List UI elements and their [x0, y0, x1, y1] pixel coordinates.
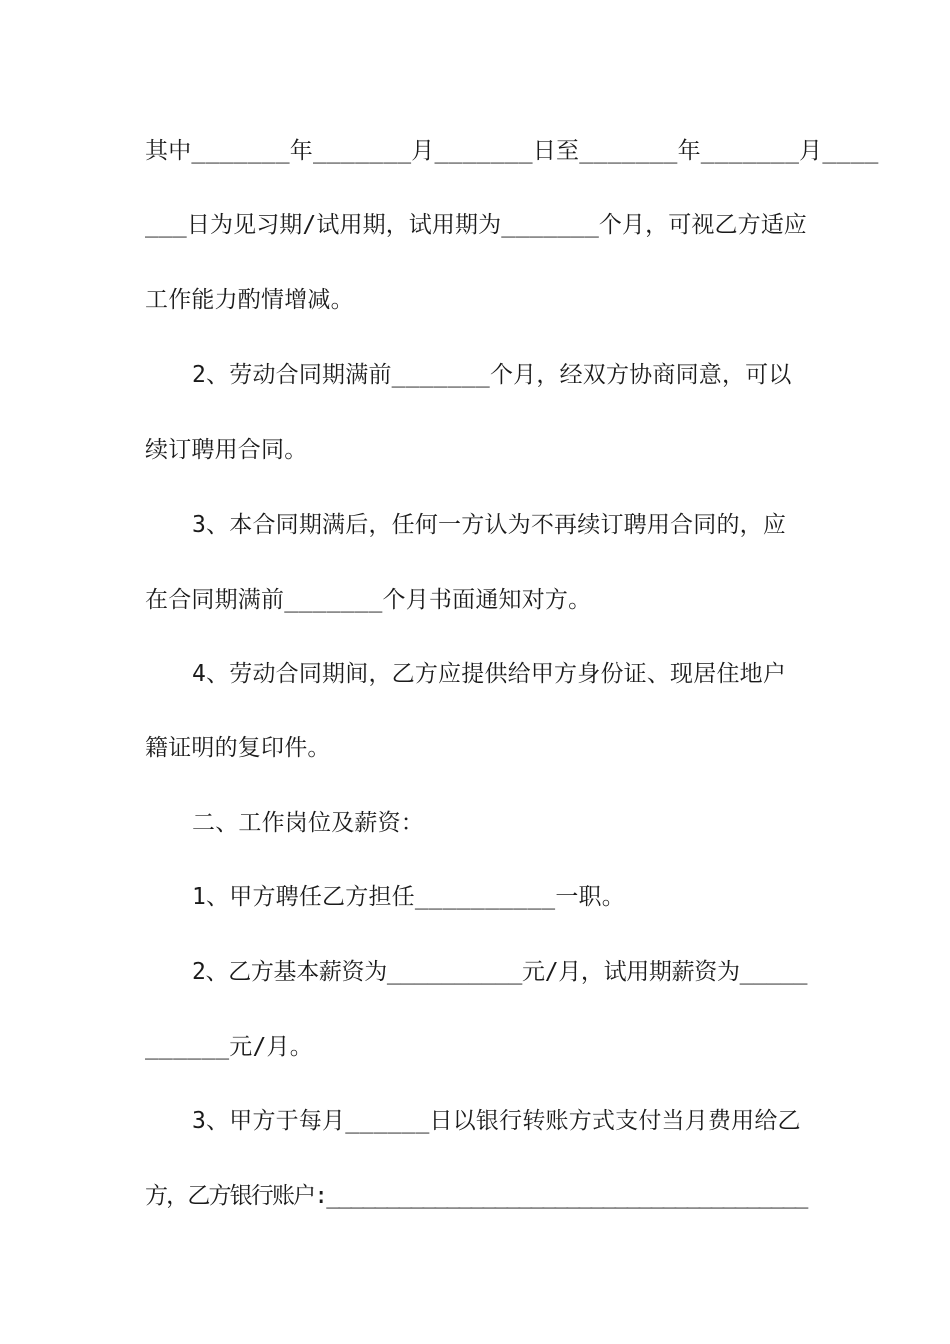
- text-fragment: 其中: [145, 138, 192, 164]
- text-fragment: 日至: [532, 138, 580, 164]
- text-line-7: 在合同期满前_______个月书面通知对方。: [145, 587, 592, 613]
- text-line-8: 4、劳动合同期间，乙方应提供给甲方身份证、现居住地户: [192, 661, 787, 687]
- text-fragment: 年: [289, 138, 313, 164]
- text-line-3: 工作能力酌情增减。: [145, 287, 354, 313]
- blank-field: _______: [312, 138, 412, 164]
- text-line-2: ___日为见习期/试用期，试用期为_______个月，可视乙方适应: [145, 212, 807, 238]
- blank-field: ____: [822, 138, 879, 164]
- text-line-5: 续订聘用合同。: [145, 437, 308, 463]
- blank-field: _______: [434, 138, 533, 164]
- text-line-1: [145, 131, 879, 171]
- section-heading: 二、工作岗位及薪资：: [192, 810, 424, 836]
- blank-field: _______: [700, 138, 800, 164]
- text-fragment: 月: [411, 138, 435, 164]
- text-fragment: 年: [677, 138, 701, 164]
- text-line-11: 1、甲方聘任乙方担任__________一职。: [192, 884, 625, 910]
- text-fragment: 月: [799, 138, 823, 164]
- text-line-13: ______元/月。: [145, 1034, 313, 1060]
- blank-field: _______: [191, 138, 290, 164]
- text-line-6: 3、本合同期满后，任何一方认为不再续订聘用合同的，应: [192, 512, 787, 538]
- text-line-14: 3、甲方于每月______日以银行转账方式支付当月费用给乙: [192, 1108, 801, 1134]
- text-line-4: 2、劳动合同期满前_______个月，经双方协商同意，可以: [192, 362, 792, 388]
- blank-field: _______: [579, 138, 678, 164]
- text-line-15: 方，乙方银行账户:________________________________________: [145, 1183, 807, 1209]
- text-line-12: 2、乙方基本薪资为__________元/月，试用期薪资为_____: [192, 959, 808, 985]
- text-line-9: 籍证明的复印件。: [145, 735, 331, 761]
